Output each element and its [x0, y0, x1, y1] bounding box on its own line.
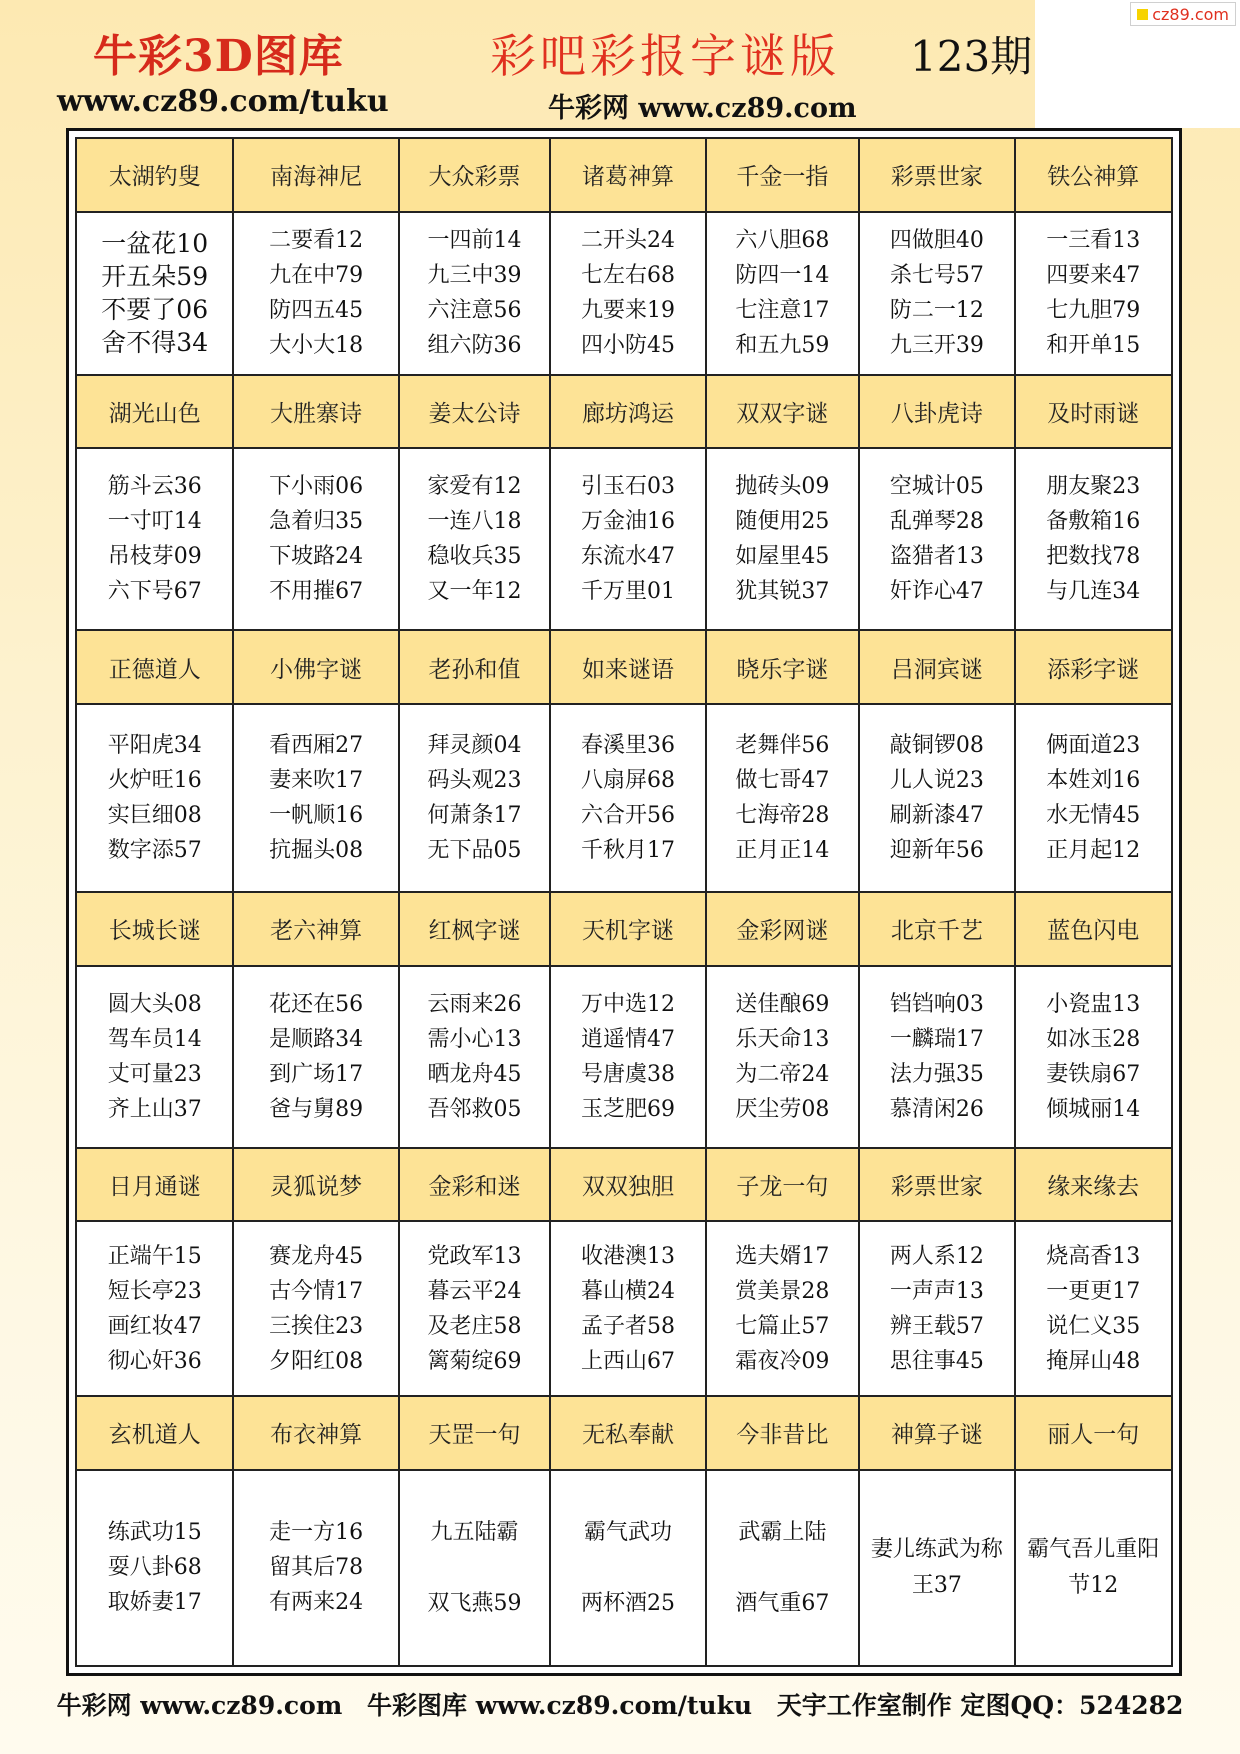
riddle-line: 下坡路24: [269, 544, 364, 570]
riddle-line: 如屋里45: [735, 544, 830, 570]
riddle-line: 两人系12: [889, 1243, 984, 1269]
riddle-cell: [77, 705, 234, 893]
column-header: 神算子谜: [860, 1397, 1015, 1471]
riddle-cell: [77, 1222, 234, 1396]
riddle-line: 号唐虞38: [580, 1061, 675, 1087]
column-header: 金彩和迷: [400, 1149, 551, 1223]
site-link[interactable]: 牛彩网 www.cz89.com: [548, 93, 857, 124]
riddle-line: 七左右68: [580, 263, 675, 289]
riddle-cell: [77, 967, 234, 1149]
riddle-cell: [1016, 213, 1173, 376]
riddle-line: 下小雨06: [269, 474, 364, 500]
riddle-line: 实巨细08: [107, 803, 202, 829]
riddle-line: 敲铜锣08: [889, 733, 984, 759]
riddle-line: 春溪里36: [580, 733, 675, 759]
riddle-line: 杀七号57: [889, 263, 984, 289]
riddle-line: 组六防36: [427, 333, 522, 359]
column-header: 长城长谜: [77, 893, 234, 967]
riddle-line: 水无情45: [1046, 803, 1141, 829]
riddle-cell: [707, 967, 860, 1149]
column-header: 添彩字谜: [1016, 631, 1173, 705]
riddle-line: 吊枝芽09: [107, 544, 202, 570]
riddle-line: 何萧条17: [427, 803, 522, 829]
riddle-cell: [1016, 1222, 1173, 1396]
riddle-line: 武霸上陆: [738, 1519, 827, 1545]
riddle-line: 思往事45: [889, 1348, 984, 1374]
riddle-line: 爸与舅89: [269, 1096, 364, 1122]
riddle-line: 乐天命13: [735, 1026, 830, 1052]
page-title: 彩吧彩报字谜版: [490, 29, 840, 83]
riddle-line: 妻来吹17: [269, 768, 364, 794]
riddle-line: 一麟瑞17: [889, 1026, 984, 1052]
riddle-line: 收港澳13: [580, 1243, 675, 1269]
riddle-line: 孟子者58: [580, 1313, 675, 1339]
riddle-line: 开五朵59: [101, 262, 209, 292]
riddle-line: 四要来47: [1046, 263, 1141, 289]
riddle-line: 舍不得34: [101, 328, 209, 358]
footer-tuku[interactable]: 牛彩图库 www.cz89.com/tuku: [367, 1691, 753, 1720]
riddle-cell: [77, 449, 234, 631]
column-header: 大胜寨诗: [234, 376, 399, 450]
riddle-line: 六八胆68: [735, 228, 830, 254]
riddle-line: 古今情17: [269, 1278, 364, 1304]
riddle-line: 又一年12: [427, 579, 522, 605]
riddle-line: 一三看13: [1046, 228, 1141, 254]
riddle-line: 两杯酒25: [580, 1590, 675, 1616]
column-header: 蓝色闪电: [1016, 893, 1173, 967]
riddle-cell: [400, 1222, 551, 1396]
riddle-line: 需小心13: [427, 1026, 522, 1052]
riddle-line: 玉芝肥69: [580, 1096, 675, 1122]
column-header: 及时雨谜: [1016, 376, 1173, 450]
riddle-line: 晒龙舟45: [427, 1061, 522, 1087]
riddle-line: 空城计05: [889, 474, 984, 500]
riddle-line: 如冰玉28: [1046, 1026, 1141, 1052]
riddle-line: 七注意17: [735, 298, 830, 324]
riddle-line: 七海帝28: [735, 803, 830, 829]
riddle-line: 稳收兵35: [427, 544, 522, 570]
riddle-cell: [707, 705, 860, 893]
riddle-line: 一声声13: [889, 1278, 984, 1304]
column-header: 正德道人: [77, 631, 234, 705]
riddle-line: 及老庄58: [427, 1313, 522, 1339]
riddle-cell: [551, 449, 706, 631]
riddle-cell: [860, 1471, 1015, 1667]
riddle-line: 本姓刘16: [1046, 768, 1141, 794]
column-header: 老孙和值: [400, 631, 551, 705]
column-header: 廊坊鸿运: [551, 376, 706, 450]
riddle-line: 暮云平24: [427, 1278, 522, 1304]
riddle-line: 数字添57: [107, 838, 202, 864]
riddle-line: 二开头24: [580, 228, 675, 254]
riddle-line: 正月正14: [735, 838, 830, 864]
riddle-cell: [707, 449, 860, 631]
riddle-line: 防二一12: [889, 298, 984, 324]
riddle-line: 双飞燕59: [427, 1590, 522, 1616]
column-header: 千金一指: [707, 139, 860, 213]
riddle-line: 九五陆霸: [430, 1519, 519, 1545]
riddle-line: 烧高香13: [1046, 1243, 1141, 1269]
riddle-line: 老舞伴56: [735, 733, 830, 759]
riddle-cell: [860, 449, 1015, 631]
watermark-badge[interactable]: [1130, 2, 1236, 26]
riddle-line: 赛龙舟45: [269, 1243, 364, 1269]
riddle-line: 朋友聚23: [1046, 474, 1141, 500]
riddle-line: 一四前14: [427, 228, 522, 254]
riddle-line: 小瓷盅13: [1046, 991, 1141, 1017]
riddle-line: 盗猎者13: [889, 544, 984, 570]
riddle-cell: [860, 705, 1015, 893]
riddle-cell: [1016, 705, 1173, 893]
riddle-cell: [551, 1222, 706, 1396]
riddle-line: 三挨住23: [269, 1313, 364, 1339]
riddle-line: 一帆顺16: [269, 803, 364, 829]
riddle-line: 防四一14: [735, 263, 830, 289]
riddle-line: 送佳酿69: [735, 991, 830, 1017]
riddle-cell: [400, 449, 551, 631]
riddle-cell: [551, 705, 706, 893]
riddle-line: 夕阳红08: [269, 1348, 364, 1374]
riddle-cell: [860, 213, 1015, 376]
column-header: 缘来缘去: [1016, 1149, 1173, 1223]
footer-credit: 天宇工作室制作 定图QQ：524282: [776, 1691, 1184, 1720]
riddle-line: 火炉旺16: [107, 768, 202, 794]
column-header: 太湖钓叟: [77, 139, 234, 213]
riddle-cell: [1016, 967, 1173, 1149]
riddle-line: 做七哥47: [735, 768, 830, 794]
riddle-line: 到广场17: [269, 1061, 364, 1087]
issue-number: 123期: [910, 32, 1033, 81]
riddle-cell: [707, 1471, 860, 1667]
riddle-line: 二要看12: [269, 228, 364, 254]
riddle-line: 六下号67: [107, 579, 202, 605]
column-header: 双双独胆: [551, 1149, 706, 1223]
column-header: 无私奉献: [551, 1397, 706, 1471]
riddle-cell: [234, 449, 399, 631]
column-header: 布衣神算: [234, 1397, 399, 1471]
riddle-line: 辨王载57: [889, 1313, 984, 1339]
riddle-line: 有两来24: [269, 1590, 364, 1616]
riddle-line: 东流水47: [580, 544, 675, 570]
column-header: 湖光山色: [77, 376, 234, 450]
riddle-line: 一寸叮14: [107, 509, 202, 535]
riddle-line: 九三中39: [427, 263, 522, 289]
riddle-cell: [1016, 1471, 1173, 1667]
riddle-line: 霸气武功: [583, 1519, 672, 1545]
riddle-cell: [234, 967, 399, 1149]
riddle-cell: [234, 1471, 399, 1667]
riddle-line: 耍八卦68: [107, 1555, 202, 1581]
riddle-line: 齐上山37: [107, 1096, 202, 1122]
riddle-line: 抛砖头09: [735, 474, 830, 500]
riddle-line: 为二帝24: [735, 1061, 830, 1087]
column-header: 彩票世家: [860, 139, 1015, 213]
riddle-line: 乱弹琴28: [889, 509, 984, 535]
column-header: 晓乐字谜: [707, 631, 860, 705]
riddle-line: 党政军13: [427, 1243, 522, 1269]
riddle-cell: [707, 1222, 860, 1396]
riddle-cell: [860, 967, 1015, 1149]
riddle-line: 犹其锐37: [735, 579, 830, 605]
riddle-line: 铛铛响03: [889, 991, 984, 1017]
column-header: 天罡一句: [400, 1397, 551, 1471]
riddle-line: 妻儿练武为称王37: [870, 1536, 1003, 1598]
riddle-cell: [234, 213, 399, 376]
riddle-cell: [77, 1471, 234, 1667]
riddle-line: 四小防45: [580, 333, 675, 359]
riddle-line: 上西山67: [580, 1348, 675, 1374]
riddle-line: 九要来19: [580, 298, 675, 324]
riddle-line: 篱菊绽69: [427, 1348, 522, 1374]
riddle-cell: [77, 213, 234, 376]
riddle-line: 画红妆47: [107, 1313, 202, 1339]
riddle-line: 一连八18: [427, 509, 522, 535]
column-header: 诸葛神算: [551, 139, 706, 213]
riddle-line: 引玉石03: [580, 474, 675, 500]
column-header: 红枫字谜: [400, 893, 551, 967]
riddle-line: 正端午15: [107, 1243, 202, 1269]
riddle-line: 霜夜冷09: [735, 1348, 830, 1374]
riddle-line: 防四五45: [269, 298, 364, 324]
riddle-line: 倾城丽14: [1046, 1096, 1141, 1122]
riddle-line: 抗掘头08: [269, 838, 364, 864]
badge-square-icon: [1137, 9, 1148, 20]
riddle-line: 备敷箱16: [1046, 509, 1141, 535]
riddle-line: 圆大头08: [107, 991, 202, 1017]
column-header: 双双字谜: [707, 376, 860, 450]
footer: [0, 1686, 1240, 1722]
riddle-line: 不用摧67: [269, 579, 364, 605]
riddle-line: 码头观23: [427, 768, 522, 794]
riddle-cell: [234, 1222, 399, 1396]
riddle-line: 平阳虎34: [107, 733, 202, 759]
riddle-line: 四做胆40: [889, 228, 984, 254]
riddle-line: 短长亭23: [107, 1278, 202, 1304]
riddle-line: 奸诈心47: [889, 579, 984, 605]
column-header: 北京千艺: [860, 893, 1015, 967]
riddle-table-frame: [66, 128, 1182, 1676]
column-header: 铁公神算: [1016, 139, 1173, 213]
riddle-line: 正月起12: [1046, 838, 1141, 864]
riddle-cell: [400, 967, 551, 1149]
riddle-table: [75, 137, 1173, 1667]
riddle-line: 六合开56: [580, 803, 675, 829]
column-header: 灵狐说梦: [234, 1149, 399, 1223]
riddle-line: 说仁义35: [1046, 1313, 1141, 1339]
riddle-cell: [551, 1471, 706, 1667]
riddle-line: 吾邻救05: [427, 1096, 522, 1122]
riddle-line: 云雨来26: [427, 991, 522, 1017]
riddle-line: 和五九59: [735, 333, 830, 359]
column-header: 姜太公诗: [400, 376, 551, 450]
riddle-line: 练武功15: [107, 1520, 202, 1546]
riddle-line: 万金油16: [580, 509, 675, 535]
riddle-line: 暮山横24: [580, 1278, 675, 1304]
riddle-line: 七篇止57: [735, 1313, 830, 1339]
riddle-line: 儿人说23: [889, 768, 984, 794]
riddle-line: 走一方16: [269, 1520, 364, 1546]
column-header: 丽人一句: [1016, 1397, 1173, 1471]
riddle-cell: [707, 213, 860, 376]
riddle-line: 慕清闲26: [889, 1096, 984, 1122]
riddle-line: 厌尘劳08: [735, 1096, 830, 1122]
riddle-line: 是顺路34: [269, 1026, 364, 1052]
column-header: 如来谜语: [551, 631, 706, 705]
riddle-cell: [860, 1222, 1015, 1396]
riddle-line: 八扇屏68: [580, 768, 675, 794]
site-url[interactable]: www.cz89.com/tuku: [57, 84, 389, 119]
riddle-line: 随便用25: [735, 509, 830, 535]
riddle-line: 千秋月17: [580, 838, 675, 864]
riddle-cell: [400, 213, 551, 376]
riddle-line: 和开单15: [1046, 333, 1141, 359]
riddle-line: 俩面道23: [1046, 733, 1141, 759]
column-header: 天机字谜: [551, 893, 706, 967]
riddle-cell: [551, 967, 706, 1149]
riddle-line: 六注意56: [427, 298, 522, 324]
riddle-line: 与几连34: [1046, 579, 1141, 605]
riddle-cell: [400, 705, 551, 893]
riddle-line: 九在中79: [269, 263, 364, 289]
riddle-cell: [234, 705, 399, 893]
badge-label: cz89.com: [1152, 4, 1229, 24]
riddle-line: 一盆花10: [101, 229, 209, 259]
riddle-line: 彻心奸36: [107, 1348, 202, 1374]
riddle-line: 逍遥情47: [580, 1026, 675, 1052]
riddle-line: 家爱有12: [427, 474, 522, 500]
riddle-line: 急着归35: [269, 509, 364, 535]
riddle-line: 无下品05: [427, 838, 522, 864]
riddle-line: 看西厢27: [269, 733, 364, 759]
riddle-line: 赏美景28: [735, 1278, 830, 1304]
footer-site[interactable]: 牛彩网 www.cz89.com: [56, 1691, 343, 1720]
riddle-line: 九三开39: [889, 333, 984, 359]
column-header: 大众彩票: [400, 139, 551, 213]
riddle-line: 选夫婿17: [735, 1243, 830, 1269]
column-header: 今非昔比: [707, 1397, 860, 1471]
riddle-line: 掩屏山48: [1046, 1348, 1141, 1374]
corner-area: [1035, 0, 1240, 128]
riddle-cell: [551, 213, 706, 376]
riddle-line: 留其后78: [269, 1555, 364, 1581]
riddle-line: 驾车员14: [107, 1026, 202, 1052]
column-header: 日月通谜: [77, 1149, 234, 1223]
column-header: 吕洞宾谜: [860, 631, 1015, 705]
riddle-line: 花还在56: [269, 991, 364, 1017]
riddle-line: 酒气重67: [735, 1590, 830, 1616]
site-title: 牛彩3D图库: [93, 31, 344, 82]
column-header: 玄机道人: [77, 1397, 234, 1471]
riddle-line: 千万里01: [580, 579, 675, 605]
column-header: 金彩网谜: [707, 893, 860, 967]
riddle-line: 迎新年56: [889, 838, 984, 864]
column-header: 小佛字谜: [234, 631, 399, 705]
riddle-line: 取娇妻17: [107, 1590, 202, 1616]
column-header: 彩票世家: [860, 1149, 1015, 1223]
riddle-line: 法力强35: [889, 1061, 984, 1087]
riddle-line: 妻铁扇67: [1046, 1061, 1141, 1087]
riddle-line: 万中选12: [580, 991, 675, 1017]
riddle-cell: [400, 1471, 551, 1667]
riddle-line: 大小大18: [269, 333, 364, 359]
riddle-line: 刷新漆47: [889, 803, 984, 829]
riddle-cell: [1016, 449, 1173, 631]
riddle-line: 拜灵颜04: [427, 733, 522, 759]
column-header: 老六神算: [234, 893, 399, 967]
riddle-line: 筋斗云36: [107, 474, 202, 500]
riddle-line: 把数找78: [1046, 544, 1141, 570]
column-header: 八卦虎诗: [860, 376, 1015, 450]
column-header: 子龙一句: [707, 1149, 860, 1223]
riddle-line: 七九胆79: [1046, 298, 1141, 324]
riddle-line: 一更更17: [1046, 1278, 1141, 1304]
riddle-line: 霸气吾儿重阳节12: [1027, 1536, 1160, 1598]
column-header: 南海神尼: [234, 139, 399, 213]
riddle-line: 丈可量23: [107, 1061, 202, 1087]
riddle-line: 不要了06: [101, 295, 209, 325]
